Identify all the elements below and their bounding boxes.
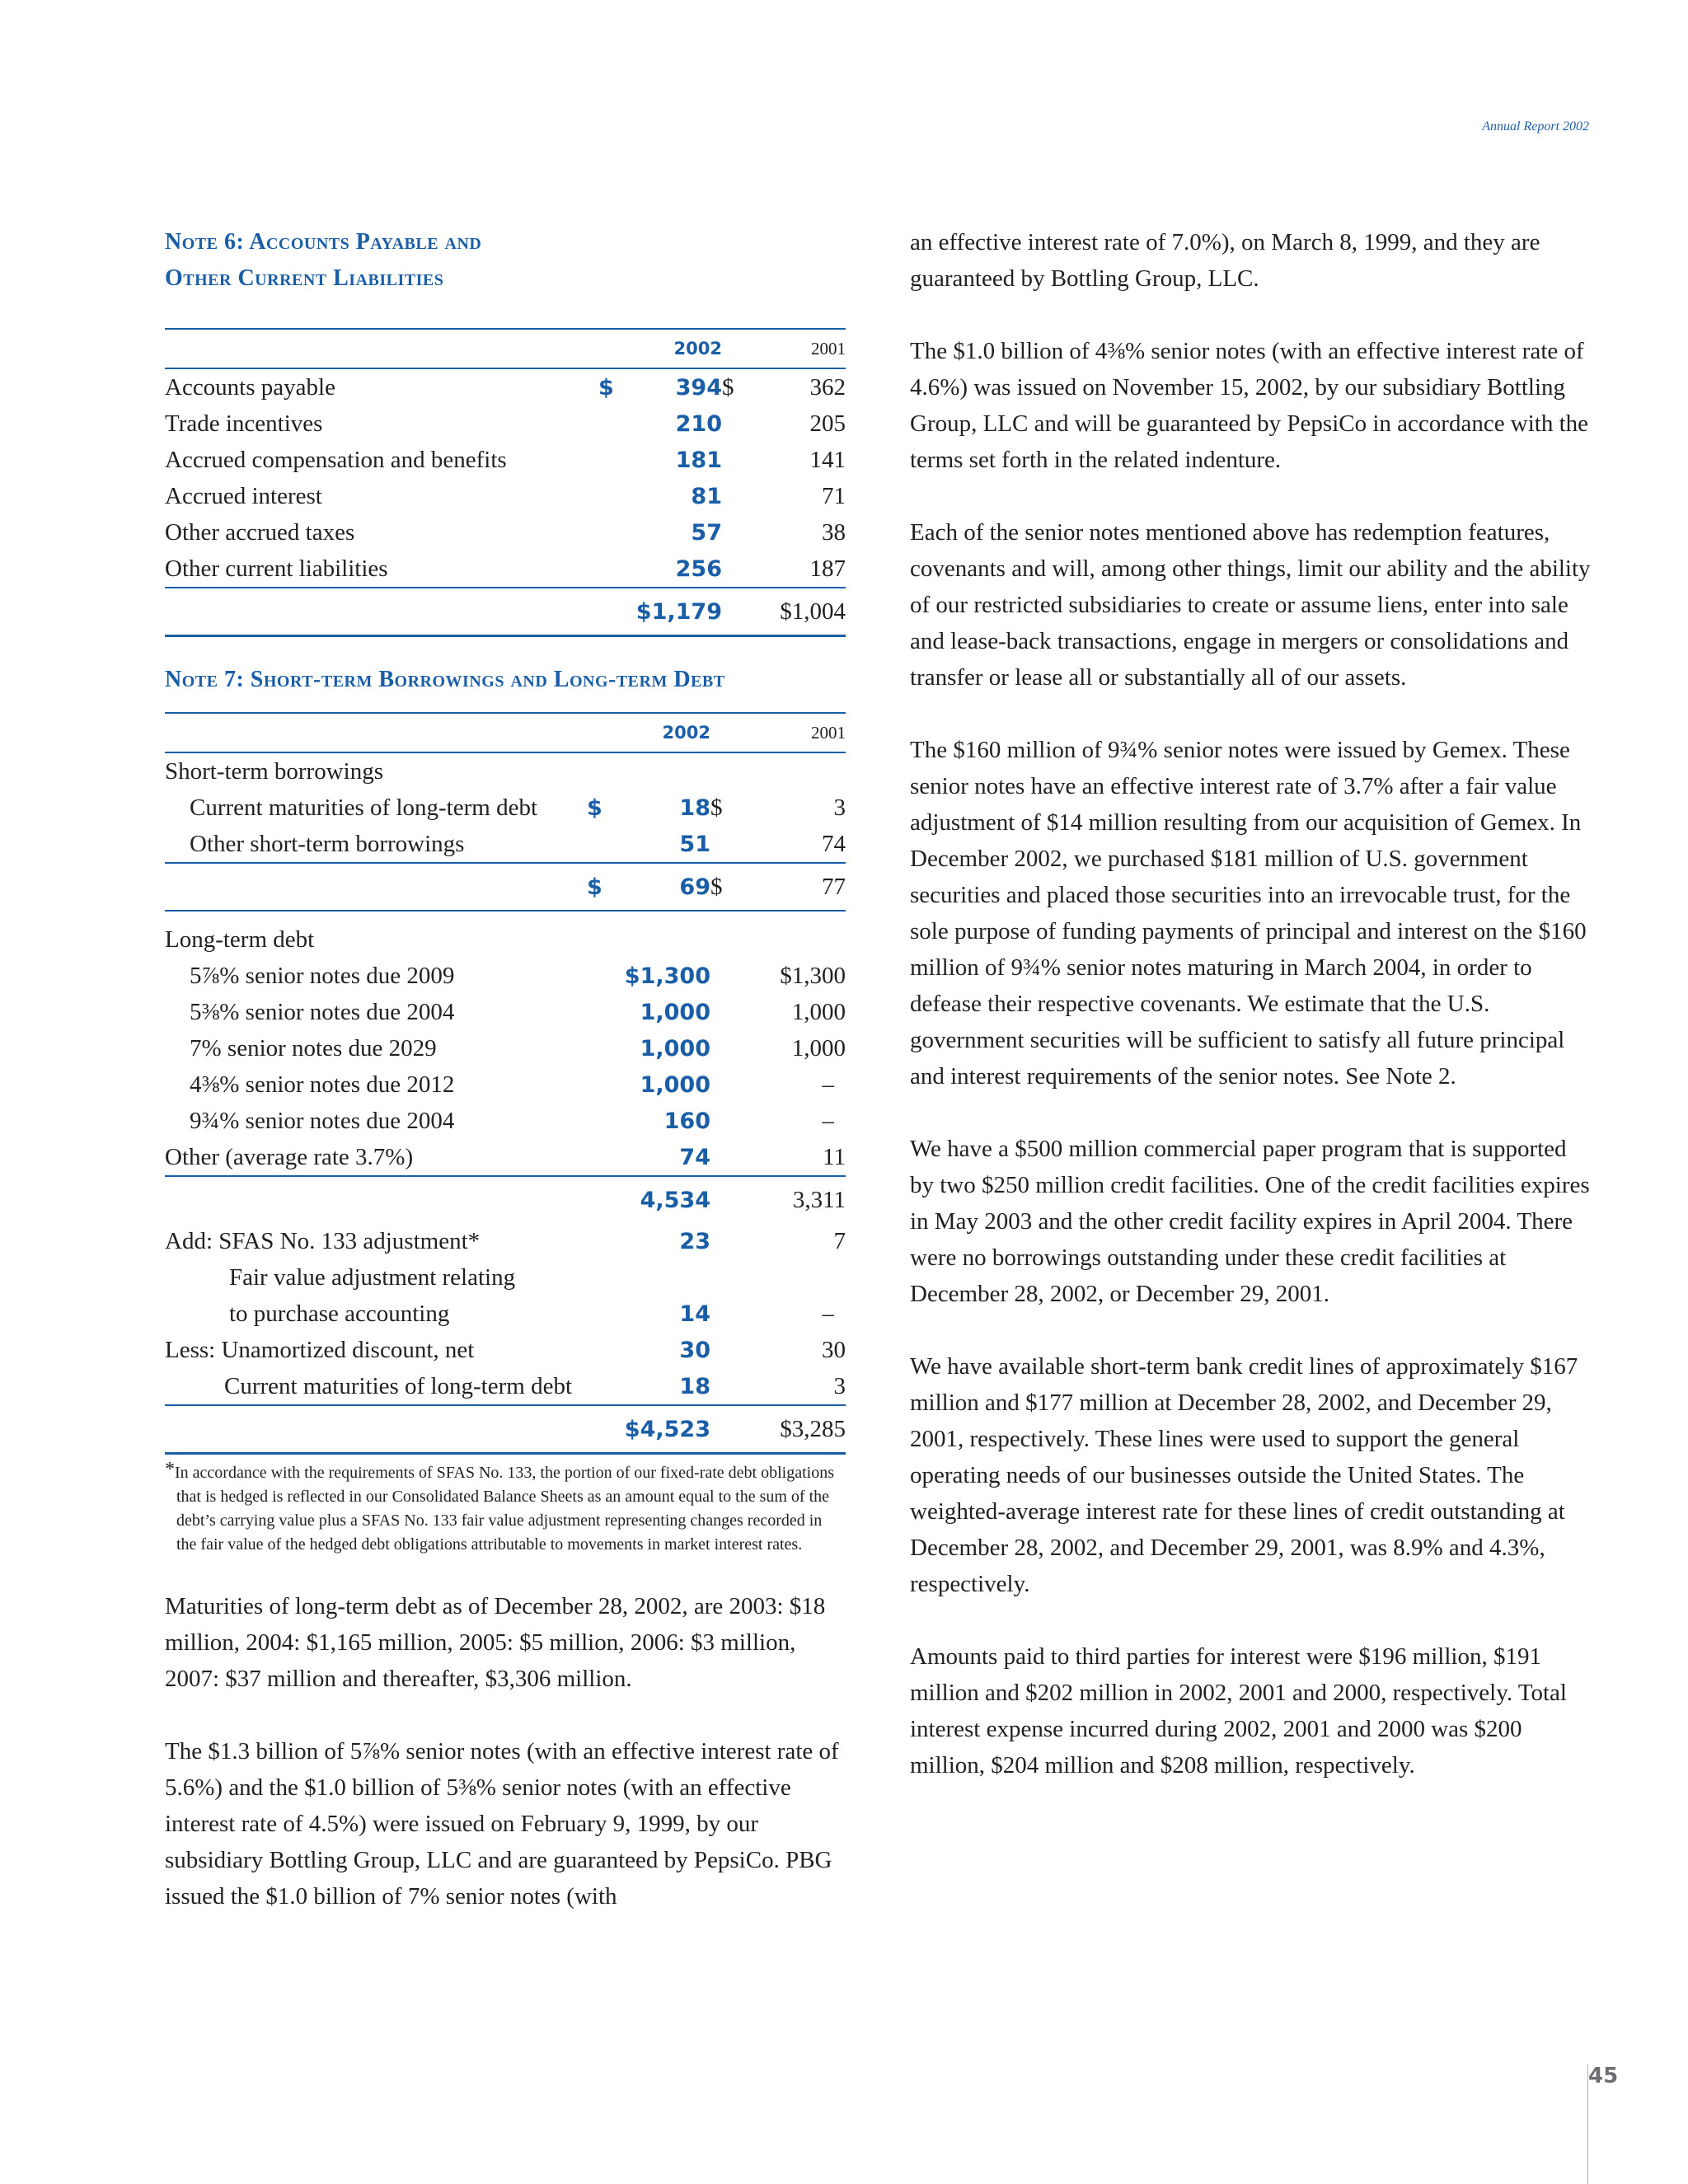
note6-table [165,328,846,637]
total-row [165,588,846,636]
table-row: Other current liabilities 256 187 [165,555,846,582]
footnote-text: In accordance with the requirements of SFAS No. 133, the portion of our fixed-rate debt obligations that is hedged is reflected in our Consolidated Balance Sheets as an amount equal to the sum of the debt’s carrying value plus a SFAS No. 133 fair value adjustment representing changes recorded in the fair value of the hedged debt obligations attributable to movements in market interest rates. [175,1464,834,1554]
total-2002: $4,523 [620,1405,710,1454]
table-row: 4⅜% senior notes due 2012 1,000 – [190,1071,834,1098]
paragraph: The $1.3 billion of 5⅞% senior notes (with an effective interest rate of 5.6%) and the $1.0 billion of 5⅜% senior notes (with an effective interest rate of 4.5%) were issued on February 9, 1999, by our subsidiary Bottling Group, LLC and are guaranteed by PepsiCo. PBG issued the $1.0 billion of 7% senior notes (with [165,1738,839,1910]
table-row: Other (average rate 3.7%) 74 11 [165,1143,846,1170]
subtotal-row: $ 69 $ 77 [165,863,846,911]
table-row: Add: SFAS No. 133 adjustment* 23 7 [165,1227,846,1254]
table-row: Accounts payable $ 394 $ 362 [165,373,846,401]
footnote-mark: * [165,1459,175,1480]
page-number: 45 [1588,2064,1619,2088]
left-column [165,224,846,1915]
table-row: Trade incentives 210 205 [165,410,846,437]
section-heading-row: Long-term debt [165,926,315,953]
table-row: 5⅜% senior notes due 2004 1,000 1,000 [190,998,846,1025]
table-row: Other short-term borrowings 51 74 [190,830,846,857]
table-row: Fair value adjustment relating [229,1263,516,1291]
paragraph: Each of the senior notes mentioned above has redemption features, covenants and will, among other things, limit our ability and the ability of our restricted subsidiaries to create or assume liens, enter into sale and lease-back transactions, engage in mergers or consolidations and transfer or lease all or substantially all of our assets. [910,519,1591,691]
table-row: Current maturities of long-term debt $ 18 $ 3 [190,794,846,821]
total-2001: $3,285 [735,1405,846,1454]
table-header-row [165,329,846,368]
total-row [165,1405,846,1454]
section-heading-row: Short-term borrowings [165,757,383,785]
col-header-2002: 2002 [620,713,710,752]
subtotal-row: 4,534 3,311 [165,1176,846,1223]
total-2001: $1,004 [747,588,846,636]
note6-title [165,224,846,297]
footnote [165,1455,846,1557]
table-row: Other accrued taxes 57 38 [165,518,846,546]
table-row: 5⅞% senior notes due 2009 $1,300 $1,300 [190,962,846,989]
note6-title-line1: Note 6: Accounts Payable and [165,229,482,255]
table-row: Current maturities of long-term debt 18 3 [224,1372,846,1399]
table-row: Accrued interest 81 71 [165,482,846,509]
paragraph: Maturities of long-term debt as of December 28, 2002, are 2003: $18 million, 2004: $1,165 million, 2005: $5 million, 2006: $3 million, 2007: $37 million and thereafter, $3,306 million. [165,1593,826,1692]
paragraph: The $160 million of 9¾% senior notes were issued by Gemex. These senior notes have an effective interest rate of 3.7% after a fair value adjustment of $14 million resulting from our acquisition of Gemex. In December 2002, we purchased $181 million of U.S. government securities and placed those securities into an irrevocable trust, for the sole purpose of funding payments of principal and interest on the $160 million of 9¾% senior notes maturing in March 2004, in order to defease their respective covenants. We estimate that the U.S. government securities will be sufficient to satisfy all future principal and interest requirements of the senior notes. See Note 2. [910,737,1587,1090]
table-row: to purchase accounting 14 – [229,1300,834,1327]
note7-title: Note 7: Short-term Borrowings and Long-term Debt [165,667,725,692]
note6-title-line2: Other Current Liabilities [165,265,444,291]
col-header-2001: 2001 [747,329,846,368]
table-row: Accrued compensation and benefits 181 141 [165,446,846,473]
paragraph: The $1.0 billion of 4⅜% senior notes (with an effective interest rate of 4.6%) was issued on November 15, 2002, by our subsidiary Bottling Group, LLC and will be guaranteed by PepsiCo in accordance with the terms set forth in the related indenture. [910,338,1589,473]
total-2002: $1,179 [631,588,722,636]
paragraph: We have available short-term bank credit lines of approximately $167 million and $177 million at December 28, 2002, and December 29, 2001, respectively. These lines were used to support the general operating needs of our businesses outside the United States. The weighted-average interest rate for these lines of credit outstanding at December 28, 2002, and December 29, 2001, was 8.9% and 4.3%, respectively. [910,1353,1578,1597]
col-header-2001: 2001 [735,713,846,752]
table-row: 9¾% senior notes due 2004 160 – [190,1107,834,1134]
table-row: Less: Unamortized discount, net 30 30 [165,1336,846,1363]
paragraph: We have a $500 million commercial paper program that is supported by two $250 million credit facilities. One of the credit facilities expires in May 2003 and the other credit facility expires in April 2004. There were no borrowings outstanding under these credit facilities at December 28, 2002, or December 29, 2001. [910,1136,1590,1307]
table-header-row [165,713,846,752]
paragraph: an effective interest rate of 7.0%), on March 8, 1999, and they are guaranteed by Bottling Group, LLC. [910,229,1540,292]
right-column [910,224,1594,1783]
col-header-2002: 2002 [631,329,722,368]
table-row: 7% senior notes due 2029 1,000 1,000 [190,1034,846,1062]
paragraph: Amounts paid to third parties for interest were $196 million, $191 million and $202 million in 2002, 2001 and 2000, respectively. Total interest expense incurred during 2002, 2001 and 2000 was $200 million, $204 million and $208 million, respectively. [910,1643,1567,1779]
running-header: Annual Report 2002 [1482,120,1589,134]
note7-table [165,712,846,1455]
